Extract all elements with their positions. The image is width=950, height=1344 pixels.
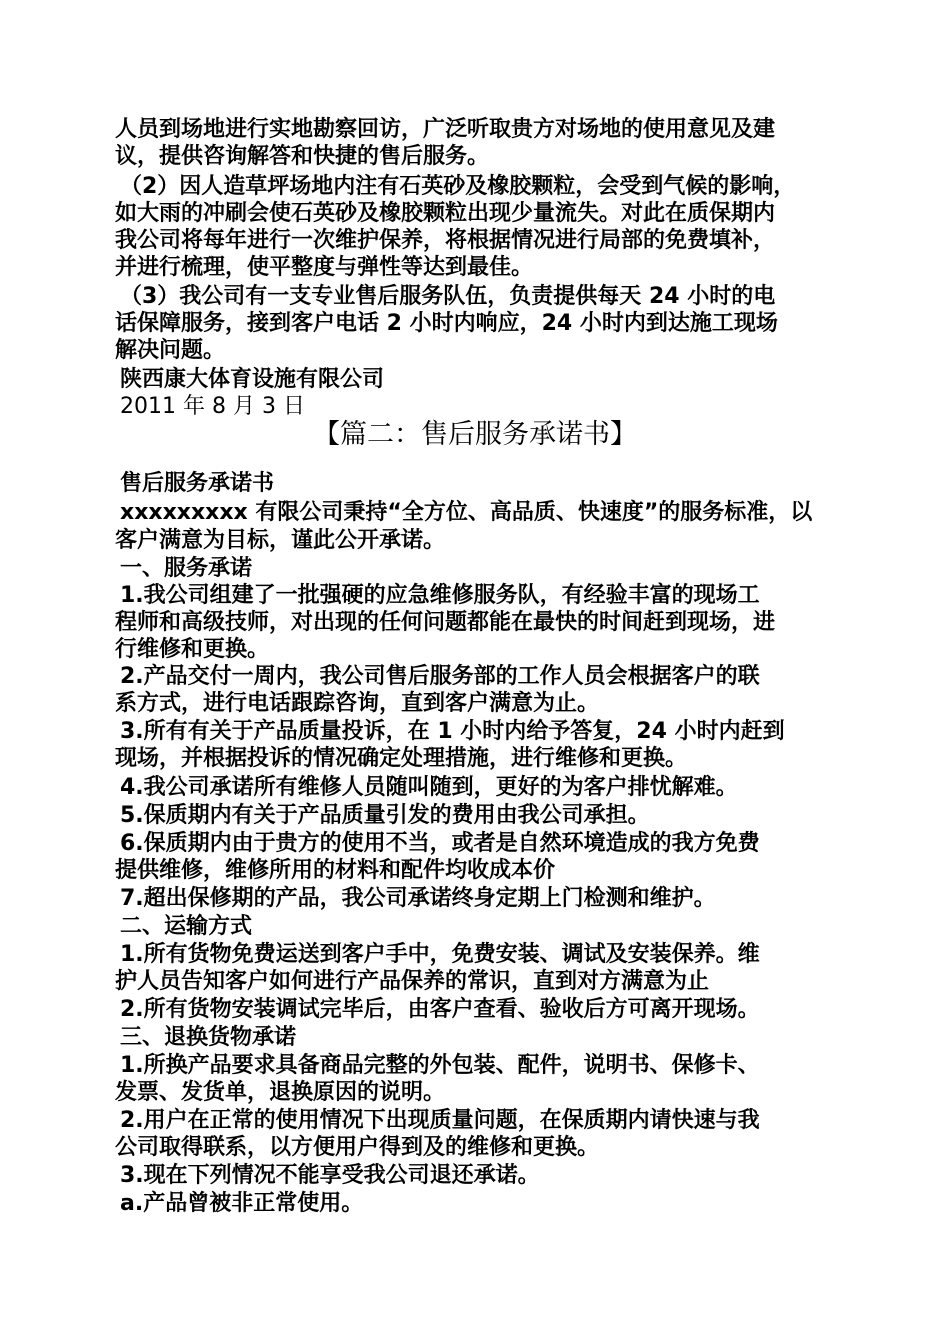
text-line: 并进行梳理，使平整度与弹性等达到最佳。: [115, 255, 534, 280]
text-line: 1.所换产品要求具备商品完整的外包装、配件，说明书、保修卡、: [120, 1053, 760, 1078]
text-line: 议，提供咨询解答和快捷的售后服务。: [115, 144, 490, 169]
text-line: 7.超出保修期的产品，我公司承诺终身定期上门检测和维护。: [120, 886, 716, 911]
text-line: 6.保质期内由于贵方的使用不当，或者是自然环境造成的我方免费: [120, 831, 760, 856]
text-line: 4.我公司承诺所有维修人员随叫随到，更好的为客户排忧解难。: [120, 775, 738, 800]
text-line: 发票、发货单，退换原因的说明。: [115, 1080, 446, 1105]
text-line: （3）我公司有一支专业售后服务队伍，负责提供每天 24 小时的电: [120, 284, 776, 309]
text-line: 话保障服务，接到客户电话 2 小时内响应，24 小时内到达施工现场: [115, 311, 778, 336]
text-line: 我公司将每年进行一次维护保养，将根据情况进行局部的免费填补，: [115, 228, 776, 253]
text-line: xxxxxxxxx 有限公司秉持“全方位、高品质、快速度”的服务标准，以: [120, 500, 813, 525]
section-title: 一、服务承诺: [120, 556, 253, 581]
text-line: 护人员告知客户如何进行产品保养的常识，直到对方满意为止: [115, 969, 710, 994]
text-line: 解决问题。: [115, 338, 226, 363]
text-line: 3.现在下列情况不能享受我公司退还承诺。: [120, 1163, 540, 1188]
section-title: 三、退换货物承诺: [120, 1025, 297, 1050]
text-line: 提供维修，维修所用的材料和配件均收成本价: [115, 858, 556, 883]
text-line: 现场，并根据投诉的情况确定处理措施，进行维修和更换。: [115, 746, 688, 771]
section-heading: 【篇二：售后服务承诺书】: [313, 419, 637, 450]
document-title: 售后服务承诺书: [120, 471, 275, 496]
company-name: 陕西康大体育设施有限公司: [120, 367, 385, 392]
text-line: 3.所有有关于产品质量投诉，在 1 小时内给予答复，24 小时内赶到: [120, 719, 785, 744]
text-line: 2.产品交付一周内，我公司售后服务部的工作人员会根据客户的联: [120, 664, 760, 689]
text-line: 1.我公司组建了一批强硬的应急维修服务队，有经验丰富的现场工: [120, 583, 760, 608]
text-line: 程师和高级技师，对出现的任何问题都能在最快的时间赶到现场，进: [115, 610, 776, 635]
text-line: 人员到场地进行实地勘察回访，广泛听取贵方对场地的使用意见及建: [115, 117, 776, 142]
text-line: a.产品曾被非正常使用。: [120, 1191, 364, 1216]
document-date: 2011 年 8 月 3 日: [120, 394, 305, 419]
text-line: 2.所有货物安装调试完毕后，由客户查看、验收后方可离开现场。: [120, 997, 760, 1022]
text-line: 客户满意为目标，谨此公开承诺。: [115, 528, 446, 553]
text-line: 2.用户在正常的使用情况下出现质量问题，在保质期内请快速与我: [120, 1108, 760, 1133]
text-line: 公司取得联系，以方便用户得到及的维修和更换。: [115, 1135, 600, 1160]
text-line: 1.所有货物免费运送到客户手中，免费安装、调试及安装保养。维: [120, 942, 760, 967]
text-line: （2）因人造草坪场地内注有石英砂及橡胶颗粒，会受到气候的影响，: [120, 174, 796, 199]
text-line: 系方式，进行电话跟踪咨询，直到客户满意为止。: [115, 691, 600, 716]
section-title: 二、运输方式: [120, 914, 253, 939]
text-line: 行维修和更换。: [115, 637, 270, 662]
text-line: 5.保质期内有关于产品质量引发的费用由我公司承担。: [120, 803, 650, 828]
text-line: 如大雨的冲刷会使石英砂及橡胶颗粒出现少量流失。对此在质保期内: [115, 201, 776, 226]
